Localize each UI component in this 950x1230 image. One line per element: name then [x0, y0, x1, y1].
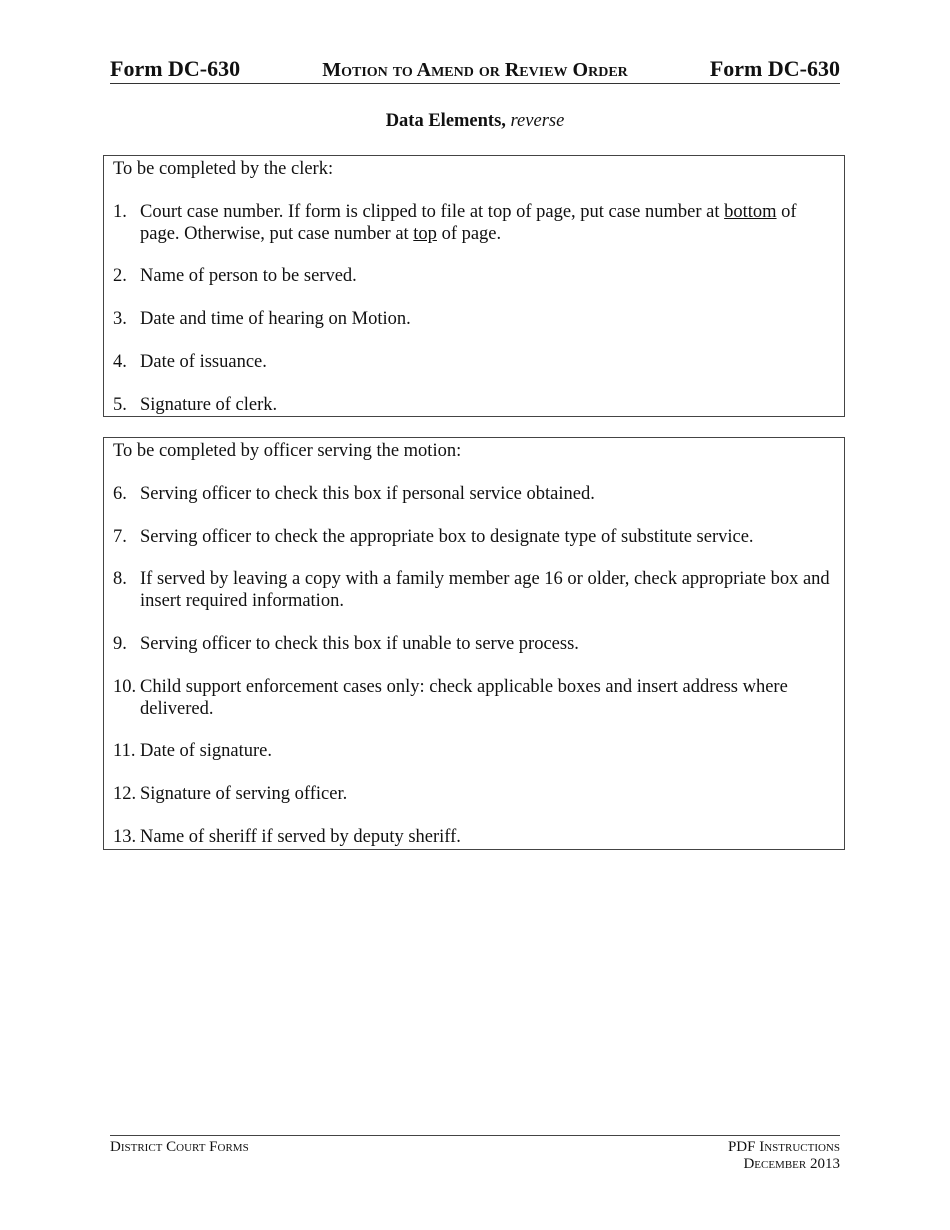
item-number: 10. — [113, 677, 137, 697]
list-item — [113, 826, 836, 848]
item-text: Name of person to be served. — [140, 266, 357, 286]
list-item — [113, 308, 836, 330]
item-text: Court case number. If form is clipped to file at top of page, put case number at bottom of page. Otherwise, put case number at top of page. — [140, 202, 797, 244]
item-number: 8. — [113, 569, 127, 589]
list-item — [113, 483, 836, 505]
item-text: Name of sheriff if served by deputy sheriff. — [140, 827, 461, 847]
item-number: 2. — [113, 266, 127, 286]
item-number: 13. — [113, 827, 137, 847]
item-text: Serving officer to check the appropriate box to designate type of substitute service. — [140, 527, 754, 547]
underlined-word-bottom: bottom — [724, 202, 777, 222]
item-number: 12. — [113, 784, 137, 804]
list-item — [113, 526, 836, 548]
form-number-right: Form DC-630 — [709, 56, 840, 81]
item-text: Child support enforcement cases only: check applicable boxes and insert address where delivered. — [140, 677, 788, 719]
item-number: 1. — [113, 202, 127, 222]
item-text: Signature of clerk. — [140, 395, 278, 415]
form-title: Motion to Amend or Review Order — [322, 59, 628, 81]
list-item — [113, 394, 836, 416]
item-number: 7. — [113, 527, 127, 547]
item-number: 5. — [113, 395, 127, 415]
list-item — [113, 351, 836, 373]
form-number-left: Form DC-630 — [110, 56, 241, 81]
page-footer — [110, 1135, 840, 1172]
footer-right — [728, 1139, 840, 1173]
list-item — [113, 740, 836, 762]
clerk-section — [103, 155, 845, 417]
officer-section — [103, 437, 845, 850]
footer-right-line2: December 2013 — [743, 1156, 840, 1172]
item-text: Serving officer to check this box if personal service obtained. — [140, 484, 595, 504]
item-text: If served by leaving a copy with a family member age 16 or older, check appropriate box and insert required information. — [140, 569, 830, 611]
list-item — [113, 676, 836, 720]
officer-section-heading: To be completed by officer serving the motion: — [113, 441, 462, 461]
item-text: Date of issuance. — [140, 352, 267, 372]
footer-left: District Court Forms — [110, 1139, 249, 1155]
item-number: 11. — [113, 741, 136, 761]
list-item — [113, 201, 836, 245]
item-number: 3. — [113, 309, 127, 329]
list-item — [113, 265, 836, 287]
footer-right-line1: PDF Instructions — [727, 1139, 840, 1155]
subtitle-italic: reverse — [510, 111, 565, 131]
subtitle-bold: Data Elements, — [385, 111, 506, 131]
item-number: 9. — [113, 634, 127, 654]
item-text: Date of signature. — [140, 741, 273, 761]
list-item — [113, 633, 836, 655]
item-number: 6. — [113, 484, 127, 504]
underlined-word-top: top — [413, 224, 437, 244]
item-text: Signature of serving officer. — [140, 784, 348, 804]
list-item — [113, 783, 836, 805]
item-text: Serving officer to check this box if unable to serve process. — [140, 634, 579, 654]
item-number: 4. — [113, 352, 127, 372]
item-text: Date and time of hearing on Motion. — [140, 309, 411, 329]
clerk-section-heading: To be completed by the clerk: — [113, 159, 334, 179]
page-header — [110, 56, 840, 84]
section-subtitle — [0, 111, 950, 132]
list-item — [113, 568, 836, 612]
